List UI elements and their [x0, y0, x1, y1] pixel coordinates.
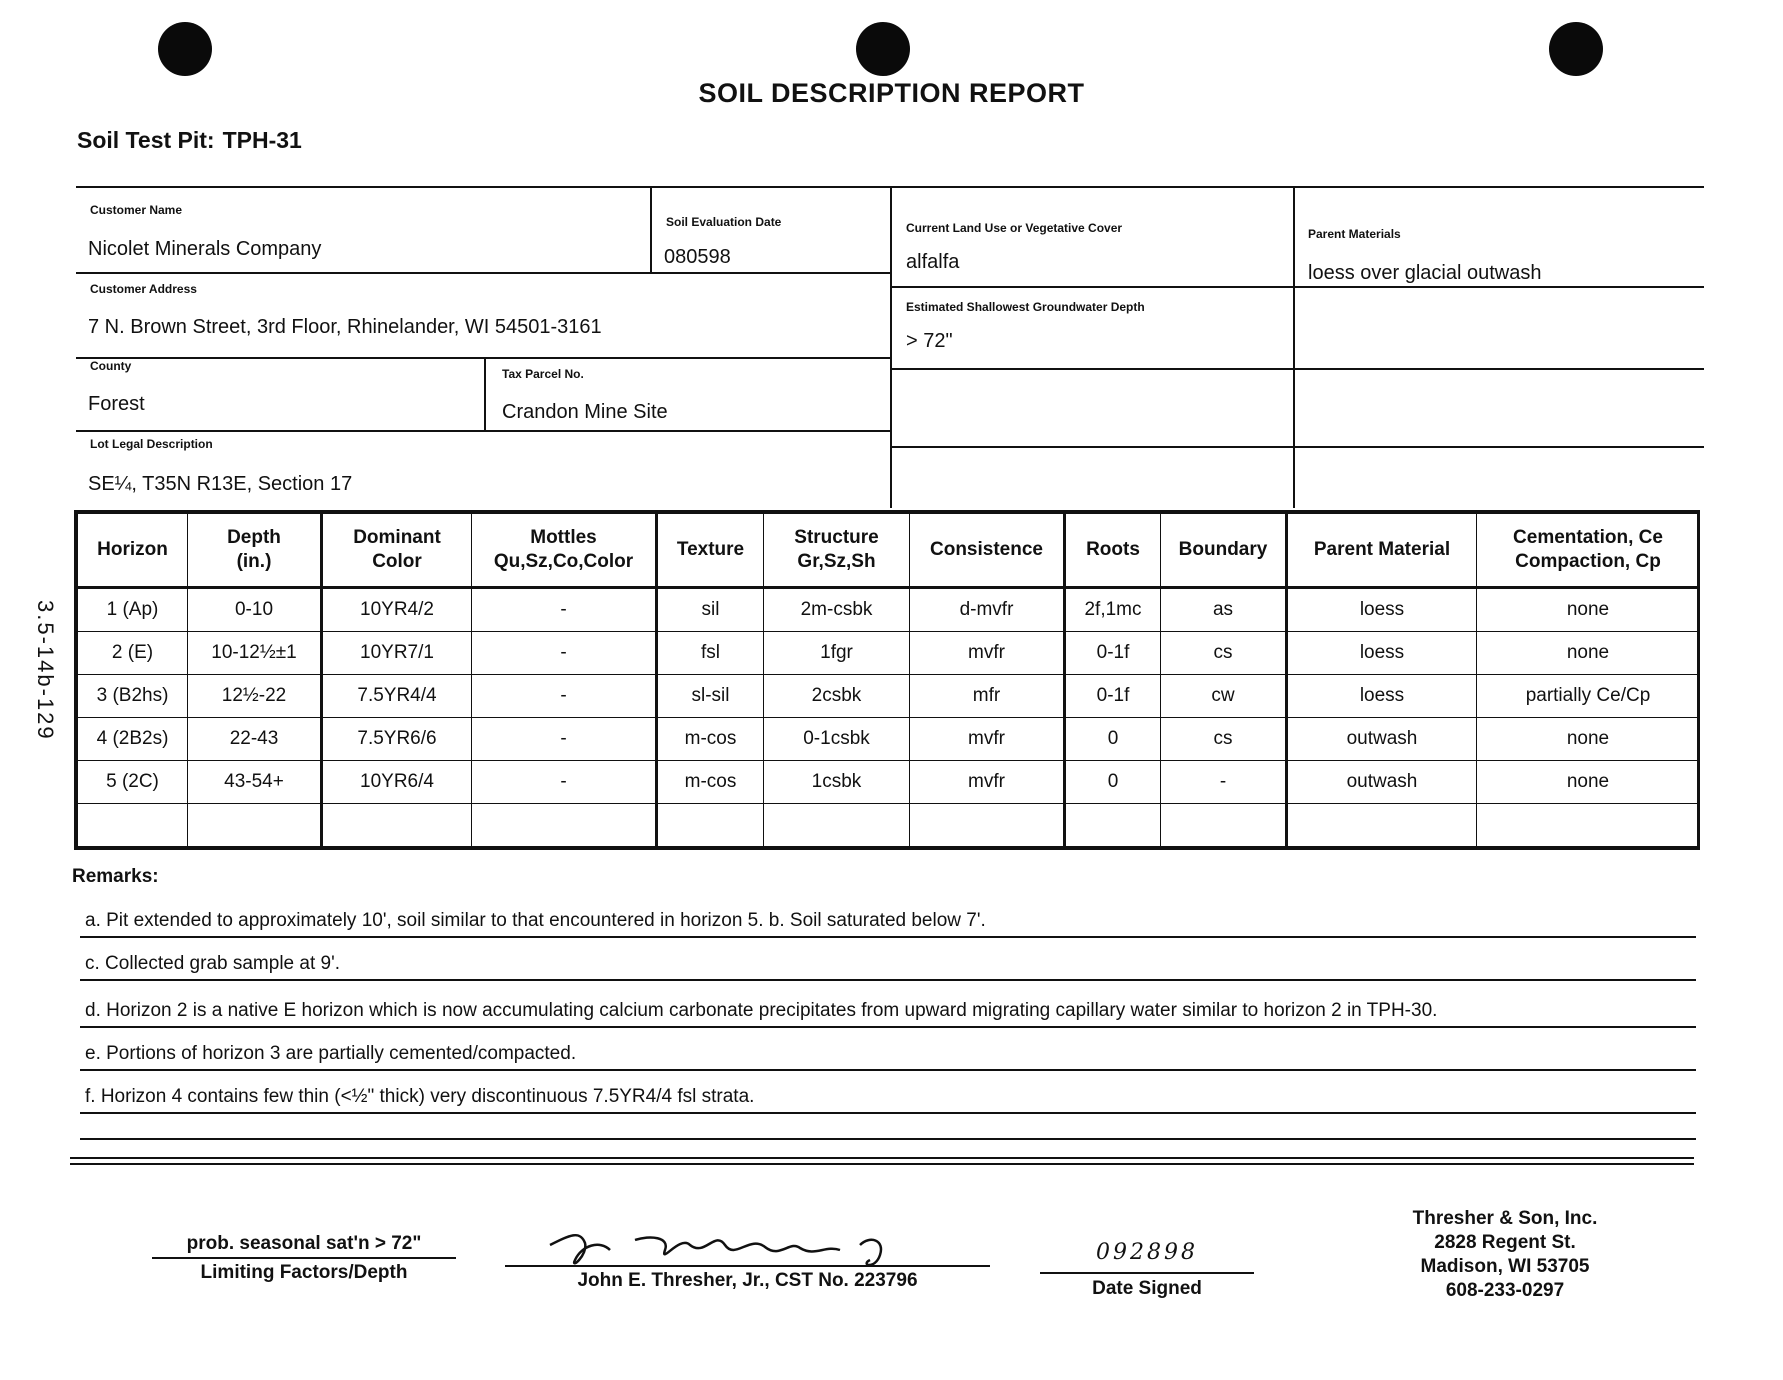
- form-divider-4: [484, 357, 486, 430]
- form-divider-2: [890, 186, 892, 508]
- remark-line-c: c. Collected grab sample at 9'.: [85, 953, 340, 974]
- cell-cementation: none: [1477, 632, 1700, 675]
- land-use-label: Current Land Use or Vegetative Cover: [906, 221, 1123, 235]
- cell-texture: sil: [657, 588, 764, 632]
- remark-line-f: f. Horizon 4 contains few thin (<½" thick) very discontinuous 7.5YR4/4 fsl strata.: [85, 1086, 755, 1107]
- header-texture: Texture: [657, 514, 764, 588]
- cell-roots: [1065, 804, 1161, 847]
- cell-depth: 22-43: [188, 718, 322, 761]
- cell-parent: loess: [1287, 675, 1477, 718]
- cell-color: 10YR4/2: [322, 588, 472, 632]
- header-consistence: Consistence: [910, 514, 1065, 588]
- cell-boundary: [1161, 804, 1287, 847]
- cell-mottles: -: [472, 761, 657, 804]
- cell-depth: 43-54+: [188, 761, 322, 804]
- company-phone: 608-233-0297: [1445, 1280, 1565, 1301]
- cell-roots: 0-1f: [1065, 632, 1161, 675]
- remark-line-a: a. Pit extended to approximately 10', soil similar to that encountered in horizon 5. b. Soil saturated below 7'.: [85, 910, 986, 931]
- cell-structure: 0-1csbk: [764, 718, 910, 761]
- remark-rule: [80, 1112, 1696, 1114]
- cell-depth: 0-10: [188, 588, 322, 632]
- lot-legal-label: Lot Legal Description: [90, 437, 213, 451]
- cell-roots: 0: [1065, 761, 1161, 804]
- date-signed-line: [1040, 1272, 1254, 1274]
- parent-materials-label: Parent Materials: [1308, 227, 1401, 241]
- cell-consistence: mfr: [910, 675, 1065, 718]
- cell-boundary: cs: [1161, 718, 1287, 761]
- cell-texture: fsl: [657, 632, 764, 675]
- cell-depth: 12½-22: [188, 675, 322, 718]
- pit-value: TPH-31: [222, 127, 302, 153]
- header-cementation: Cementation, Ce Compaction, Cp: [1477, 514, 1700, 588]
- cell-horizon: 5 (2C): [78, 761, 188, 804]
- parent-materials-value: loess over glacial outwash: [1308, 262, 1542, 284]
- cell-mottles: -: [472, 718, 657, 761]
- punch-hole-center: [856, 22, 910, 76]
- table-row-empty: [78, 804, 1700, 847]
- cell-horizon: [78, 804, 188, 847]
- cell-consistence: mvfr: [910, 718, 1065, 761]
- header-structure: Structure Gr,Sz,Sh: [764, 514, 910, 588]
- cell-color: [322, 804, 472, 847]
- signature-line: [505, 1265, 990, 1267]
- cell-cementation: none: [1477, 761, 1700, 804]
- form-rule-1b: [892, 286, 1704, 288]
- report-title: SOIL DESCRIPTION REPORT: [698, 78, 1085, 108]
- cell-horizon: 1 (Ap): [78, 588, 188, 632]
- cell-structure: 1fgr: [764, 632, 910, 675]
- footer-double-rule-bottom: [70, 1163, 1694, 1165]
- soil-eval-date-value: 080598: [664, 246, 731, 268]
- cell-structure: 1csbk: [764, 761, 910, 804]
- header-boundary: Boundary: [1161, 514, 1287, 588]
- cell-roots: 0-1f: [1065, 675, 1161, 718]
- cell-structure: 2csbk: [764, 675, 910, 718]
- form-rule-3b: [892, 446, 1704, 448]
- cell-mottles: -: [472, 632, 657, 675]
- groundwater-depth-label: Estimated Shallowest Groundwater Depth: [906, 300, 1145, 314]
- cell-color: 10YR6/4: [322, 761, 472, 804]
- table-row: [78, 718, 1700, 761]
- form-divider-1: [650, 186, 652, 272]
- cell-cementation: none: [1477, 588, 1700, 632]
- cell-structure: 2m-csbk: [764, 588, 910, 632]
- soil-test-pit: [77, 127, 302, 154]
- punch-hole-right: [1549, 22, 1603, 76]
- footer-double-rule-top: [70, 1157, 1694, 1159]
- date-signed-value: 092898: [1096, 1240, 1198, 1265]
- customer-name-label: Customer Name: [90, 203, 183, 217]
- cell-boundary: cw: [1161, 675, 1287, 718]
- horizons-table: [74, 510, 1700, 850]
- header-horizon: Horizon: [78, 514, 188, 588]
- remark-rule: [80, 936, 1696, 938]
- cell-parent: [1287, 804, 1477, 847]
- customer-address-label: Customer Address: [90, 282, 197, 296]
- remark-rule: [80, 1138, 1696, 1140]
- remark-line-d: d. Horizon 2 is a native E horizon which is now accumulating calcium carbonate precipitates from upward migrating capillary water similar to horizon 2 in TPH-30.: [85, 1000, 1438, 1021]
- header-mottles: Mottles Qu,Sz,Co,Color: [472, 514, 657, 588]
- cell-consistence: [910, 804, 1065, 847]
- cell-texture: m-cos: [657, 761, 764, 804]
- remark-rule: [80, 1026, 1696, 1028]
- cell-parent: outwash: [1287, 761, 1477, 804]
- cell-boundary: cs: [1161, 632, 1287, 675]
- cell-consistence: mvfr: [910, 761, 1065, 804]
- table-row: [78, 632, 1700, 675]
- lot-legal-value: SE¼, T35N R13E, Section 17: [88, 473, 353, 495]
- county-value: Forest: [88, 393, 145, 415]
- cell-cementation: [1477, 804, 1700, 847]
- limiting-factors-value: prob. seasonal sat'n > 72": [186, 1233, 422, 1254]
- customer-address-value: 7 N. Brown Street, 3rd Floor, Rhinelander, WI 54501-3161: [88, 316, 602, 338]
- groundwater-depth-value: > 72": [906, 330, 953, 352]
- cell-mottles: -: [472, 588, 657, 632]
- cell-mottles: -: [472, 675, 657, 718]
- cell-cementation: none: [1477, 718, 1700, 761]
- signer-name: John E. Thresher, Jr., CST No. 223796: [577, 1270, 918, 1291]
- header-roots: Roots: [1065, 514, 1161, 588]
- date-signed-label: Date Signed: [1092, 1278, 1202, 1299]
- table-row: [78, 675, 1700, 718]
- cell-texture: m-cos: [657, 718, 764, 761]
- punch-hole-left: [158, 22, 212, 76]
- cell-parent: outwash: [1287, 718, 1477, 761]
- remarks-title: Remarks:: [72, 866, 159, 887]
- county-label: County: [90, 359, 132, 373]
- cell-parent: loess: [1287, 588, 1477, 632]
- table-row: [78, 588, 1700, 632]
- cell-parent: loess: [1287, 632, 1477, 675]
- remark-line-e: e. Portions of horizon 3 are partially cemented/compacted.: [85, 1043, 577, 1064]
- soil-eval-date-label: Soil Evaluation Date: [666, 215, 782, 229]
- limiting-factors-line: [152, 1257, 456, 1259]
- cell-mottles: [472, 804, 657, 847]
- cell-texture: sl-sil: [657, 675, 764, 718]
- tax-parcel-value: Crandon Mine Site: [502, 401, 668, 423]
- form-rule-1: [76, 272, 892, 274]
- cell-depth: [188, 804, 322, 847]
- form-rule-2b: [892, 368, 1704, 370]
- limiting-factors-label: Limiting Factors/Depth: [200, 1262, 408, 1283]
- customer-name-value: Nicolet Minerals Company: [88, 238, 322, 260]
- form-rule-3: [76, 430, 892, 432]
- cell-roots: 0: [1065, 718, 1161, 761]
- land-use-value: alfalfa: [906, 251, 960, 273]
- cell-color: 10YR7/1: [322, 632, 472, 675]
- cell-boundary: as: [1161, 588, 1287, 632]
- remark-rule: [80, 1069, 1696, 1071]
- form-divider-3: [1293, 186, 1295, 508]
- cell-color: 7.5YR6/6: [322, 718, 472, 761]
- header-dominant-color: Dominant Color: [322, 514, 472, 588]
- cell-cementation: partially Ce/Cp: [1477, 675, 1700, 718]
- company-city: Madison, WI 53705: [1420, 1256, 1590, 1277]
- cell-structure: [764, 804, 910, 847]
- remark-rule: [80, 979, 1696, 981]
- company-street: 2828 Regent St.: [1434, 1232, 1576, 1253]
- cell-roots: 2f,1mc: [1065, 588, 1161, 632]
- header-parent-material: Parent Material: [1287, 514, 1477, 588]
- side-reference-number: 3.5-14b-129: [33, 600, 58, 741]
- cell-texture: [657, 804, 764, 847]
- cell-consistence: mvfr: [910, 632, 1065, 675]
- company-name: Thresher & Son, Inc.: [1412, 1208, 1598, 1229]
- tax-parcel-label: Tax Parcel No.: [502, 367, 584, 381]
- cell-horizon: 2 (E): [78, 632, 188, 675]
- pit-label: Soil Test Pit:: [77, 127, 215, 153]
- cell-horizon: 3 (B2hs): [78, 675, 188, 718]
- cell-boundary: -: [1161, 761, 1287, 804]
- table-row: [78, 761, 1700, 804]
- cell-consistence: d-mvfr: [910, 588, 1065, 632]
- cell-depth: 10-12½±1: [188, 632, 322, 675]
- company-block: [1380, 1207, 1630, 1303]
- cell-horizon: 4 (2B2s): [78, 718, 188, 761]
- cell-color: 7.5YR4/4: [322, 675, 472, 718]
- header-depth: Depth (in.): [188, 514, 322, 588]
